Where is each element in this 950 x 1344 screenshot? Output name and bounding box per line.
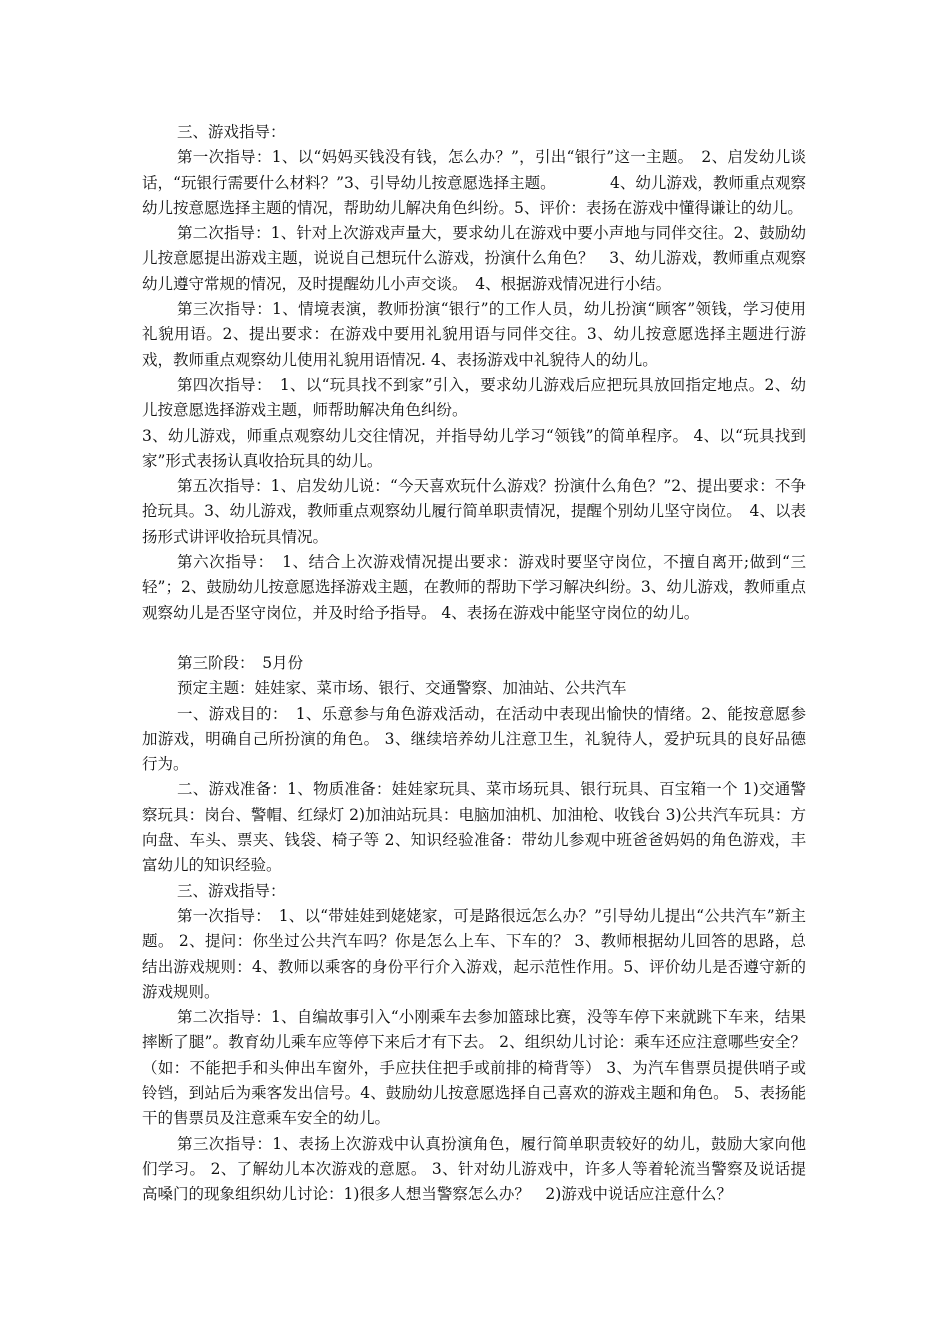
paragraph-b-guide-1: 第一次指导： 1、以“带娃娃到姥姥家，可是路很远怎么办？”引导幼儿提出“公共汽车”新主题。 2、提问：你坐过公共汽车吗？你是怎么上车、下车的？ 3、教师根据幼儿回答的思路，总结出游戏规则：4、教师以乘客的身份平行介入游戏，起示范性作用。5、评价幼儿是否遵守新的游戏规则。 [142, 906, 806, 1001]
paragraph-guide-3: 第三次指导：1、情境表演，教师扮演“银行”的工作人员，幼儿扮演“顾客”领钱，学习使用礼貌用语。2、提出要求：在游戏中要用礼貌用语与同伴交往。3、幼儿按意愿选择主题进行游戏，教师重点观察幼儿使用礼貌用语情况. 4、表扬游戏中礼貌待人的幼儿。 [142, 300, 806, 369]
document-body [142, 120, 806, 1207]
section-heading-guidance-b: 三、游戏指导： [177, 881, 286, 900]
stage-heading: 第三阶段： 5月份 [177, 653, 304, 672]
paragraph-goal: 一、游戏目的： 1、乐意参与角色游戏活动，在活动中表现出愉快的情绪。2、能按意愿参加游戏，明确自己所扮演的角色。 3、继续培养幼儿注意卫生，礼貌待人，爱护玩具的良好品德行为。 [142, 704, 806, 774]
paragraph-guide-4: 第四次指导： 1、以“玩具找不到家”引入，要求幼儿游戏后应把玩具放回指定地点。2、幼儿按意愿选择游戏主题，师帮助解决角色纠纷。 [142, 375, 806, 420]
section-heading-guidance: 三、游戏指导： [177, 123, 286, 141]
blank-line [142, 626, 806, 651]
paragraph-guide-5: 第五次指导：1、启发幼儿说：“今天喜欢玩什么游戏？扮演什么角色？”2、提出要求：不争抢玩具。3、幼儿游戏，教师重点观察幼儿履行简单职责情况，提醒个别幼儿坚守岗位。 4、以表扬形式讲评收拾玩具情况。 [142, 477, 806, 546]
paragraph-guide-1: 第一次指导：1、以“妈妈买钱没有钱，怎么办？”，引出“银行”这一主题。 2、启发幼儿谈话，“玩银行需要什么材料？”3、引导幼儿按意愿选择主题。 4、幼儿游戏，教师重点观察幼儿按意愿选择主题的情况，帮助幼儿解决角色纠纷。5、评价：表扬在游戏中懂得谦让的幼儿。 [142, 148, 806, 217]
paragraph-guide-4-continued: 3、幼儿游戏，师重点观察幼儿交往情况，并指导幼儿学习“领钱”的简单程序。 4、以“玩具找到家”形式表扬认真收拾玩具的幼儿。 [142, 426, 806, 470]
paragraph-guide-6: 第六次指导： 1、结合上次游戏情况提出要求：游戏时要坚守岗位，不擅自离开;做到“三轻”；2、鼓励幼儿按意愿选择游戏主题，在教师的帮助下学习解决纠纷。3、幼儿游戏，教师重点观察幼儿是否坚守岗位，并及时给予指导。 4、表扬在游戏中能坚守岗位的幼儿。 [142, 553, 806, 622]
paragraph-b-guide-2: 第二次指导：1、自编故事引入“小刚乘车去参加篮球比赛，没等车停下来就跳下车来，结果摔断了腿”。教育幼儿乘车应等停下来后才有下去。 2、组织幼儿讨论：乘车还应注意哪些安全？（如：不能把手和头伸出车窗外，手应扶住把手或前排的椅背等） 3、为汽车售票员提供哨子或铃铛，到站后为乘客发出信号。4、鼓励幼儿按意愿选择自己喜欢的游戏主题和角色。 5、表扬能干的售票员及注意乘车安全的幼儿。 [142, 1008, 806, 1128]
paragraph-preparation: 二、游戏准备：1、物质准备：娃娃家玩具、菜市场玩具、银行玩具、百宝箱一个 1)交通警察玩具：岗台、警帽、红绿灯 2)加油站玩具：电脑加油机、加油枪、收钱台 3)公共汽车玩具：方向盘、车头、票夹、钱袋、椅子等 2、知识经验准备：带幼儿参观中班爸爸妈妈的角色游戏，丰富幼儿的知识经验。 [142, 780, 806, 875]
paragraph-b-guide-3: 第三次指导：1、表扬上次游戏中认真扮演角色，履行简单职责较好的幼儿，鼓励大家向他们学习。 2、了解幼儿本次游戏的意愿。 3、针对幼儿游戏中，许多人等着轮流当警察及说话提高嗓门的现象组织幼儿讨论：1)很多人想当警察怎么办？ 2)游戏中说话应注意什么？ [142, 1134, 806, 1204]
planned-themes: 预定主题：娃娃家、菜市场、银行、交通警察、加油站、公共汽车 [177, 679, 627, 698]
paragraph-guide-2: 第二次指导：1、针对上次游戏声量大，要求幼儿在游戏中要小声地与同伴交往。2、鼓励幼儿按意愿提出游戏主题，说说自己想玩什么游戏，扮演什么角色？ 3、幼儿游戏，教师重点观察幼儿遵守常规的情况，及时提醒幼儿小声交谈。 4、根据游戏情况进行小结。 [142, 224, 806, 293]
